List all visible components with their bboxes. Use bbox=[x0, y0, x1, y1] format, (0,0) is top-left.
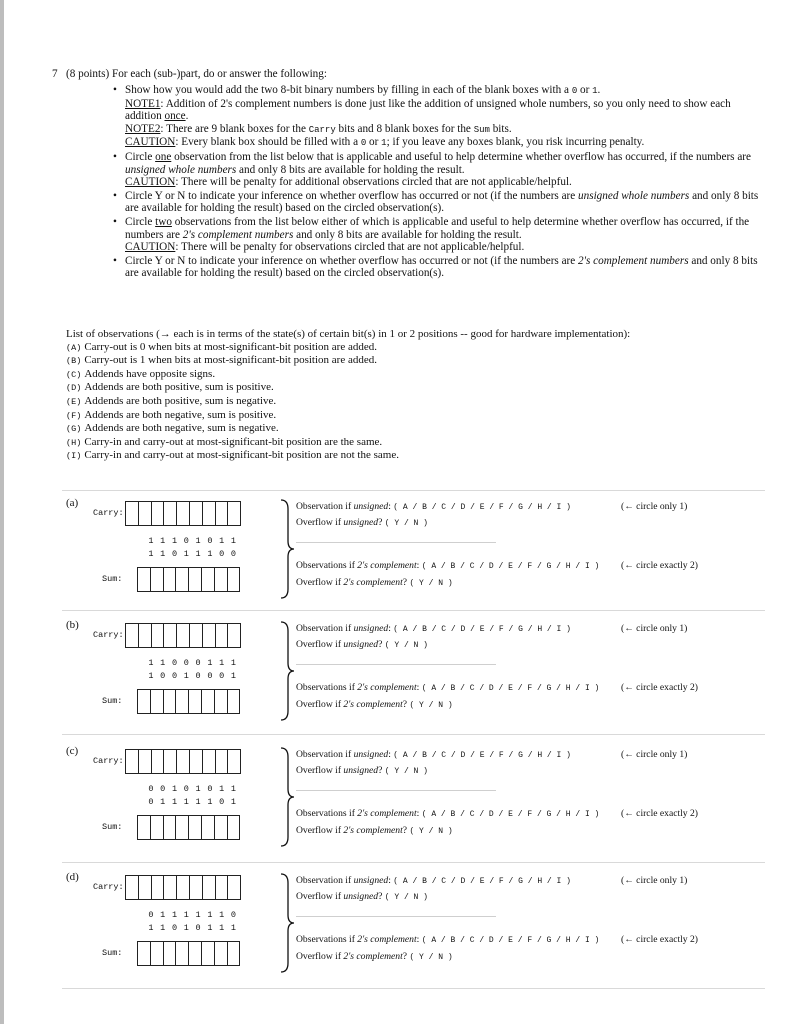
yn-options-unsigned[interactable]: ( Y / N ) bbox=[384, 641, 428, 650]
observation-list bbox=[66, 328, 766, 463]
right-brace-icon bbox=[279, 499, 295, 599]
observation-text: Carry-in and carry-out at most-significant-bit position are not the same. bbox=[84, 449, 399, 462]
observation-text: Addends are both negative, sum is positive. bbox=[84, 408, 277, 421]
sum-bit-box[interactable] bbox=[201, 567, 215, 592]
overflow-unsigned-line: Overflow if unsigned? ( Y / N ) bbox=[296, 765, 428, 776]
addend-bit: 0 bbox=[183, 658, 189, 668]
yn-options-unsigned[interactable]: ( Y / N ) bbox=[384, 767, 428, 776]
carry-bit-box[interactable] bbox=[163, 501, 177, 526]
observation-unsigned-line: Observation if unsigned: ( A / B / C / D / E / F / G / H / I ) bbox=[296, 875, 571, 886]
addend-bit: 0 bbox=[219, 671, 225, 681]
sum-bit-box[interactable] bbox=[175, 815, 189, 840]
bullet-dot: • bbox=[113, 84, 117, 96]
sum-label: Sum: bbox=[102, 696, 123, 706]
part-label: (c) bbox=[66, 745, 79, 757]
sum-bit-box[interactable] bbox=[188, 941, 202, 966]
sum-bit-box[interactable] bbox=[227, 815, 241, 840]
part-a bbox=[0, 497, 794, 617]
addend-bit: 0 bbox=[195, 923, 201, 933]
inner-divider bbox=[296, 664, 496, 665]
circle-exactly-two-note: (← circle exactly 2) bbox=[621, 934, 698, 945]
carry-bit-box[interactable] bbox=[163, 875, 177, 900]
sum-label: Sum: bbox=[102, 574, 123, 584]
circle-only-one-note: (← circle only 1) bbox=[621, 875, 688, 886]
overflow-unsigned-line: Overflow if unsigned? ( Y / N ) bbox=[296, 639, 428, 650]
addend-bit: 0 bbox=[230, 549, 237, 559]
addend-bit: 1 bbox=[230, 536, 237, 546]
carry-bit-box[interactable] bbox=[163, 749, 177, 774]
addend-1-bits bbox=[145, 910, 239, 920]
addend-2-bits bbox=[145, 549, 239, 559]
addend-bit: 1 bbox=[171, 797, 178, 807]
instruction-bullet-2: • Circle one observation from the list below that is applicable and useful to help determine whether overflow has occurred, if the numbers are unsigned whole numbers and only 8 bits are available for holding the result. CAUTION: There will be penalty for additional observations circled that are not applicable/helpful. bbox=[113, 150, 751, 189]
sum-bit-box[interactable] bbox=[214, 689, 228, 714]
addend-bit: 1 bbox=[219, 536, 225, 546]
addend-bit: 0 bbox=[183, 784, 189, 794]
carry-box-row bbox=[126, 749, 241, 774]
addend-bit: 1 bbox=[219, 910, 225, 920]
addend-bit: 0 bbox=[230, 910, 237, 920]
addend-bit: 1 bbox=[230, 784, 237, 794]
addend-bit: 1 bbox=[195, 784, 201, 794]
addend-bit: 0 bbox=[160, 784, 166, 794]
sum-bit-box[interactable] bbox=[201, 941, 215, 966]
addend-bit: 1 bbox=[195, 536, 201, 546]
observation-label: (H) bbox=[66, 437, 82, 448]
carry-bit-box[interactable] bbox=[215, 875, 229, 900]
observation-2c-line: Observations if 2's complement: ( A / B / C / D / E / F / G / H / I ) bbox=[296, 682, 600, 693]
observation-item bbox=[66, 422, 766, 436]
addend-bit: 1 bbox=[148, 549, 154, 559]
carry-bit-box[interactable] bbox=[138, 875, 152, 900]
addend-bit: 1 bbox=[171, 536, 178, 546]
addend-bit: 1 bbox=[171, 784, 178, 794]
carry-bit-box[interactable] bbox=[151, 623, 165, 648]
addend-bit: 1 bbox=[160, 658, 166, 668]
addend-bit: 1 bbox=[183, 671, 189, 681]
observation-unsigned-line: Observation if unsigned: ( A / B / C / D / E / F / G / H / I ) bbox=[296, 623, 571, 634]
carry-bit-box[interactable] bbox=[227, 501, 241, 526]
sum-bit-box[interactable] bbox=[201, 815, 215, 840]
addend-bit: 1 bbox=[183, 797, 189, 807]
part-label: (d) bbox=[66, 871, 79, 883]
addend-bit: 1 bbox=[219, 658, 225, 668]
addend-bit: 1 bbox=[183, 549, 189, 559]
instruction-bullet-4: • Circle two observations from the list below either of which is applicable and useful to help determine whether overflow has occurred, if the numbers are 2's complement numbers and only 8 bits are available for holding the result. CAUTION: There will be penalty for observations circled that are not applicable/helpful. bbox=[113, 215, 750, 254]
carry-bit-box[interactable] bbox=[202, 623, 216, 648]
carry-bit-box[interactable] bbox=[189, 749, 203, 774]
addend-bit: 1 bbox=[207, 910, 213, 920]
observation-options-2c[interactable]: ( A / B / C / D / E / F / G / H / I ) bbox=[421, 810, 600, 819]
sum-bit-box[interactable] bbox=[150, 815, 164, 840]
sum-bit-box[interactable] bbox=[137, 815, 151, 840]
inner-divider bbox=[296, 542, 496, 543]
addend-bit: 1 bbox=[183, 923, 189, 933]
sum-bit-box[interactable] bbox=[214, 815, 228, 840]
sum-bit-box[interactable] bbox=[150, 941, 164, 966]
addend-bit: 0 bbox=[207, 536, 213, 546]
observation-label: (G) bbox=[66, 424, 82, 435]
carry-bit-box[interactable] bbox=[163, 623, 177, 648]
carry-bit-box[interactable] bbox=[125, 623, 139, 648]
addend-bit: 1 bbox=[219, 923, 225, 933]
carry-bit-box[interactable] bbox=[215, 623, 229, 648]
addend-bit: 0 bbox=[171, 549, 178, 559]
addend-bit: 1 bbox=[219, 784, 225, 794]
addend-bit: 1 bbox=[171, 910, 178, 920]
addend-bit: 0 bbox=[183, 536, 189, 546]
observation-options-2c[interactable]: ( A / B / C / D / E / F / G / H / I ) bbox=[421, 936, 600, 945]
sum-bit-box[interactable] bbox=[150, 567, 164, 592]
addend-bit: 0 bbox=[207, 784, 213, 794]
addend-bit: 1 bbox=[160, 536, 166, 546]
part-c bbox=[0, 745, 794, 865]
note1-label: NOTE1 bbox=[125, 97, 161, 110]
observation-label: (F) bbox=[66, 410, 82, 421]
caution-label: CAUTION bbox=[125, 241, 176, 254]
carry-bit-box[interactable] bbox=[215, 749, 229, 774]
observation-item bbox=[66, 395, 766, 409]
addend-bit: 1 bbox=[195, 549, 201, 559]
observation-text: Carry-out is 0 when bits at most-significant-bit position are added. bbox=[84, 340, 377, 353]
caution-label: CAUTION bbox=[125, 136, 176, 149]
sum-box-row bbox=[138, 689, 240, 714]
overflow-unsigned-line: Overflow if unsigned? ( Y / N ) bbox=[296, 517, 428, 528]
observation-text: Addends have opposite signs. bbox=[84, 367, 216, 380]
addend-bit: 1 bbox=[195, 797, 201, 807]
addend-bit: 1 bbox=[230, 658, 237, 668]
carry-bit-box[interactable] bbox=[176, 501, 190, 526]
overflow-unsigned-line: Overflow if unsigned? ( Y / N ) bbox=[296, 891, 428, 902]
sum-label: Sum: bbox=[102, 822, 123, 832]
carry-bit-box[interactable] bbox=[189, 501, 203, 526]
observation-2c-line: Observations if 2's complement: ( A / B / C / D / E / F / G / H / I ) bbox=[296, 934, 600, 945]
sum-bit-box[interactable] bbox=[163, 689, 177, 714]
addend-1-bits bbox=[145, 784, 239, 794]
observation-item bbox=[66, 409, 766, 423]
sum-box-row bbox=[138, 941, 240, 966]
carry-bit-box[interactable] bbox=[227, 875, 241, 900]
inner-divider bbox=[296, 790, 496, 791]
addend-bit: 1 bbox=[183, 910, 189, 920]
observation-unsigned-line: Observation if unsigned: ( A / B / C / D / E / F / G / H / I ) bbox=[296, 749, 571, 760]
addend-bit: 0 bbox=[148, 784, 154, 794]
carry-bit-box[interactable] bbox=[125, 875, 139, 900]
carry-bit-box[interactable] bbox=[215, 501, 229, 526]
caution-label: CAUTION bbox=[125, 176, 176, 189]
part-label: (b) bbox=[66, 619, 79, 631]
addend-bit: 1 bbox=[230, 797, 237, 807]
observation-2c-line: Observations if 2's complement: ( A / B / C / D / E / F / G / H / I ) bbox=[296, 808, 600, 819]
right-brace-icon bbox=[279, 873, 295, 973]
addend-bit: 1 bbox=[207, 797, 213, 807]
observation-options-unsigned[interactable]: ( A / B / C / D / E / F / G / H / I ) bbox=[393, 877, 571, 886]
observation-options-2c[interactable]: ( A / B / C / D / E / F / G / H / I ) bbox=[421, 684, 600, 693]
sum-bit-box[interactable] bbox=[227, 941, 241, 966]
carry-label: Carry: bbox=[93, 630, 124, 640]
addend-bit: 1 bbox=[148, 536, 154, 546]
carry-bit-box[interactable] bbox=[227, 623, 241, 648]
observation-item bbox=[66, 354, 766, 368]
addend-bit: 0 bbox=[171, 923, 178, 933]
addend-bit: 0 bbox=[219, 549, 225, 559]
carry-bit-box[interactable] bbox=[189, 623, 203, 648]
addend-bit: 1 bbox=[148, 923, 154, 933]
observation-options-2c[interactable]: ( A / B / C / D / E / F / G / H / I ) bbox=[421, 562, 600, 571]
right-brace-icon bbox=[279, 621, 295, 721]
observation-item bbox=[66, 381, 766, 395]
sum-bit-box[interactable] bbox=[175, 689, 189, 714]
observation-text: Carry-in and carry-out at most-significant-bit position are the same. bbox=[84, 435, 383, 448]
carry-bit-box[interactable] bbox=[202, 749, 216, 774]
instruction-bullet-5: • Circle Y or N to indicate your inference on whether overflow has occurred or not (if the numbers are 2's complement numbers and only 8 bits are available for holding the result) based on the circled observation(s). bbox=[113, 254, 758, 280]
sum-label: Sum: bbox=[102, 948, 123, 958]
carry-label: Carry: bbox=[93, 882, 124, 892]
sum-bit-box[interactable] bbox=[150, 689, 164, 714]
observation-item bbox=[66, 341, 766, 355]
addend-bit: 1 bbox=[230, 923, 237, 933]
circle-exactly-two-note: (← circle exactly 2) bbox=[621, 682, 698, 693]
observation-label: (D) bbox=[66, 383, 82, 394]
addend-2-bits bbox=[145, 797, 239, 807]
overflow-2c-line: Overflow if 2's complement? ( Y / N ) bbox=[296, 825, 453, 836]
addend-1-bits bbox=[145, 536, 239, 546]
sum-bit-box[interactable] bbox=[175, 567, 189, 592]
sum-bit-box[interactable] bbox=[137, 567, 151, 592]
sum-bit-box[interactable] bbox=[137, 689, 151, 714]
sum-bit-box[interactable] bbox=[188, 567, 202, 592]
carry-box-row bbox=[126, 875, 241, 900]
observation-heading: List of observations (→ each is in terms of the state(s) of certain bit(s) in 1 or 2 positions -- good for hardware implementation): bbox=[66, 328, 631, 340]
circle-exactly-two-note: (← circle exactly 2) bbox=[621, 560, 698, 571]
note2-label: NOTE2 bbox=[125, 122, 161, 135]
carry-bit-box[interactable] bbox=[176, 749, 190, 774]
circle-only-one-note: (← circle only 1) bbox=[621, 501, 688, 512]
observation-2c-line: Observations if 2's complement: ( A / B / C / D / E / F / G / H / I ) bbox=[296, 560, 600, 571]
addend-bit: 1 bbox=[160, 797, 166, 807]
sum-bit-box[interactable] bbox=[163, 941, 177, 966]
addend-bit: 1 bbox=[207, 923, 213, 933]
observation-item bbox=[66, 368, 766, 382]
overflow-2c-line: Overflow if 2's complement? ( Y / N ) bbox=[296, 699, 453, 710]
carry-bit-box[interactable] bbox=[151, 749, 165, 774]
right-brace-icon bbox=[279, 747, 295, 847]
addend-bit: 0 bbox=[148, 910, 154, 920]
inner-divider bbox=[296, 916, 496, 917]
carry-bit-box[interactable] bbox=[176, 875, 190, 900]
carry-label: Carry: bbox=[93, 756, 124, 766]
sum-bit-box[interactable] bbox=[175, 941, 189, 966]
carry-bit-box[interactable] bbox=[125, 501, 139, 526]
bullet-dot: • bbox=[113, 189, 117, 202]
carry-bit-box[interactable] bbox=[189, 875, 203, 900]
yn-options-2c[interactable]: ( Y / N ) bbox=[409, 579, 453, 588]
addend-bit: 0 bbox=[195, 658, 201, 668]
carry-bit-box[interactable] bbox=[202, 501, 216, 526]
observation-text: Addends are both negative, sum is negative. bbox=[84, 422, 279, 435]
addend-1-bits bbox=[145, 658, 239, 668]
observation-unsigned-line: Observation if unsigned: ( A / B / C / D / E / F / G / H / I ) bbox=[296, 501, 571, 512]
observation-options-unsigned[interactable]: ( A / B / C / D / E / F / G / H / I ) bbox=[393, 625, 571, 634]
question-intro: For each (sub-)part, do or answer the following: bbox=[111, 68, 327, 80]
instruction-bullet-3: • Circle Y or N to indicate your inference on whether overflow has occurred or not (if the numbers are unsigned whole numbers and only 8 bits are available for holding the result) based on the circled observation(s). bbox=[113, 189, 759, 215]
yn-options-unsigned[interactable]: ( Y / N ) bbox=[384, 893, 428, 902]
carry-bit-box[interactable] bbox=[151, 501, 165, 526]
part-b bbox=[0, 619, 794, 739]
sum-bit-box[interactable] bbox=[227, 567, 241, 592]
carry-bit-box[interactable] bbox=[151, 875, 165, 900]
observation-item bbox=[66, 436, 766, 450]
bullet-dot: • bbox=[113, 215, 117, 228]
sum-bit-box[interactable] bbox=[214, 567, 228, 592]
carry-bit-box[interactable] bbox=[202, 875, 216, 900]
addend-bit: 0 bbox=[207, 671, 213, 681]
carry-bit-box[interactable] bbox=[138, 623, 152, 648]
carry-bit-box[interactable] bbox=[227, 749, 241, 774]
carry-box-row bbox=[126, 501, 241, 526]
yn-options-2c[interactable]: ( Y / N ) bbox=[409, 953, 453, 962]
addend-2-bits bbox=[145, 671, 239, 681]
addend-bit: 0 bbox=[148, 797, 154, 807]
overflow-2c-line: Overflow if 2's complement? ( Y / N ) bbox=[296, 577, 453, 588]
observation-label: (A) bbox=[66, 342, 82, 353]
sum-box-row bbox=[138, 567, 240, 592]
carry-bit-box[interactable] bbox=[138, 749, 152, 774]
addend-bit: 1 bbox=[148, 658, 154, 668]
instruction-list bbox=[113, 84, 763, 281]
observation-label: (B) bbox=[66, 356, 82, 367]
carry-bit-box[interactable] bbox=[125, 749, 139, 774]
sum-box-row bbox=[138, 815, 240, 840]
addend-bit: 0 bbox=[171, 671, 178, 681]
yn-options-unsigned[interactable]: ( Y / N ) bbox=[384, 519, 428, 528]
carry-box-row bbox=[126, 623, 241, 648]
addend-bit: 0 bbox=[160, 671, 166, 681]
circle-exactly-two-note: (← circle exactly 2) bbox=[621, 808, 698, 819]
sum-bit-box[interactable] bbox=[188, 689, 202, 714]
question-heading bbox=[52, 68, 327, 80]
observation-label: (I) bbox=[66, 451, 82, 462]
addend-bit: 1 bbox=[160, 910, 166, 920]
sum-bit-box[interactable] bbox=[163, 567, 177, 592]
part-d bbox=[0, 871, 794, 991]
observation-text: Addends are both positive, sum is negative. bbox=[84, 394, 277, 407]
carry-bit-box[interactable] bbox=[176, 623, 190, 648]
addend-bit: 1 bbox=[195, 910, 201, 920]
circle-only-one-note: (← circle only 1) bbox=[621, 749, 688, 760]
addend-bit: 1 bbox=[160, 923, 166, 933]
addend-bit: 0 bbox=[219, 797, 225, 807]
overflow-2c-line: Overflow if 2's complement? ( Y / N ) bbox=[296, 951, 453, 962]
observation-options-unsigned[interactable]: ( A / B / C / D / E / F / G / H / I ) bbox=[393, 503, 571, 512]
observation-text: Addends are both positive, sum is positive. bbox=[84, 381, 274, 394]
observation-label: (E) bbox=[66, 396, 82, 407]
question-number: 7 bbox=[52, 68, 58, 80]
observation-options-unsigned[interactable]: ( A / B / C / D / E / F / G / H / I ) bbox=[393, 751, 571, 760]
addend-bit: 1 bbox=[207, 658, 213, 668]
carry-label: Carry: bbox=[93, 508, 124, 518]
addend-bit: 1 bbox=[160, 549, 166, 559]
addend-bit: 0 bbox=[195, 671, 201, 681]
addend-2-bits bbox=[145, 923, 239, 933]
yn-options-2c[interactable]: ( Y / N ) bbox=[409, 827, 453, 836]
bullet-dot: • bbox=[113, 254, 117, 267]
sum-bit-box[interactable] bbox=[227, 689, 241, 714]
addend-bit: 1 bbox=[207, 549, 213, 559]
addend-bit: 0 bbox=[171, 658, 178, 668]
observation-text: Carry-out is 1 when bits at most-significant-bit position are added. bbox=[84, 354, 377, 367]
observation-item bbox=[66, 449, 766, 463]
sum-bit-box[interactable] bbox=[188, 815, 202, 840]
observation-label: (C) bbox=[66, 369, 82, 380]
instruction-bullet-1: • Show how you would add the two 8-bit binary numbers by filling in each of the blank boxes with a 0 or 1. NOTE1: Addition of 2's complement numbers is done just like the addition of unsigned whole numbers, so you only need to show each addition once. NOTE2: There are 9 blank boxes for the Carry bits and 8 blank boxes for the Sum bits. CAUTION: Every blank box should be filled with a 0 or 1; if you leave any boxes blank, you risk incurring penalty. bbox=[113, 84, 731, 149]
yn-options-2c[interactable]: ( Y / N ) bbox=[409, 701, 453, 710]
sum-bit-box[interactable] bbox=[214, 941, 228, 966]
bullet-dot: • bbox=[113, 150, 117, 163]
circle-only-one-note: (← circle only 1) bbox=[621, 623, 688, 634]
carry-bit-box[interactable] bbox=[138, 501, 152, 526]
addend-bit: 1 bbox=[148, 671, 154, 681]
sum-bit-box[interactable] bbox=[201, 689, 215, 714]
question-points: (8 points) bbox=[65, 68, 110, 80]
sum-bit-box[interactable] bbox=[137, 941, 151, 966]
addend-bit: 1 bbox=[230, 671, 237, 681]
section-divider bbox=[62, 490, 765, 491]
sum-bit-box[interactable] bbox=[163, 815, 177, 840]
part-label: (a) bbox=[66, 497, 79, 509]
